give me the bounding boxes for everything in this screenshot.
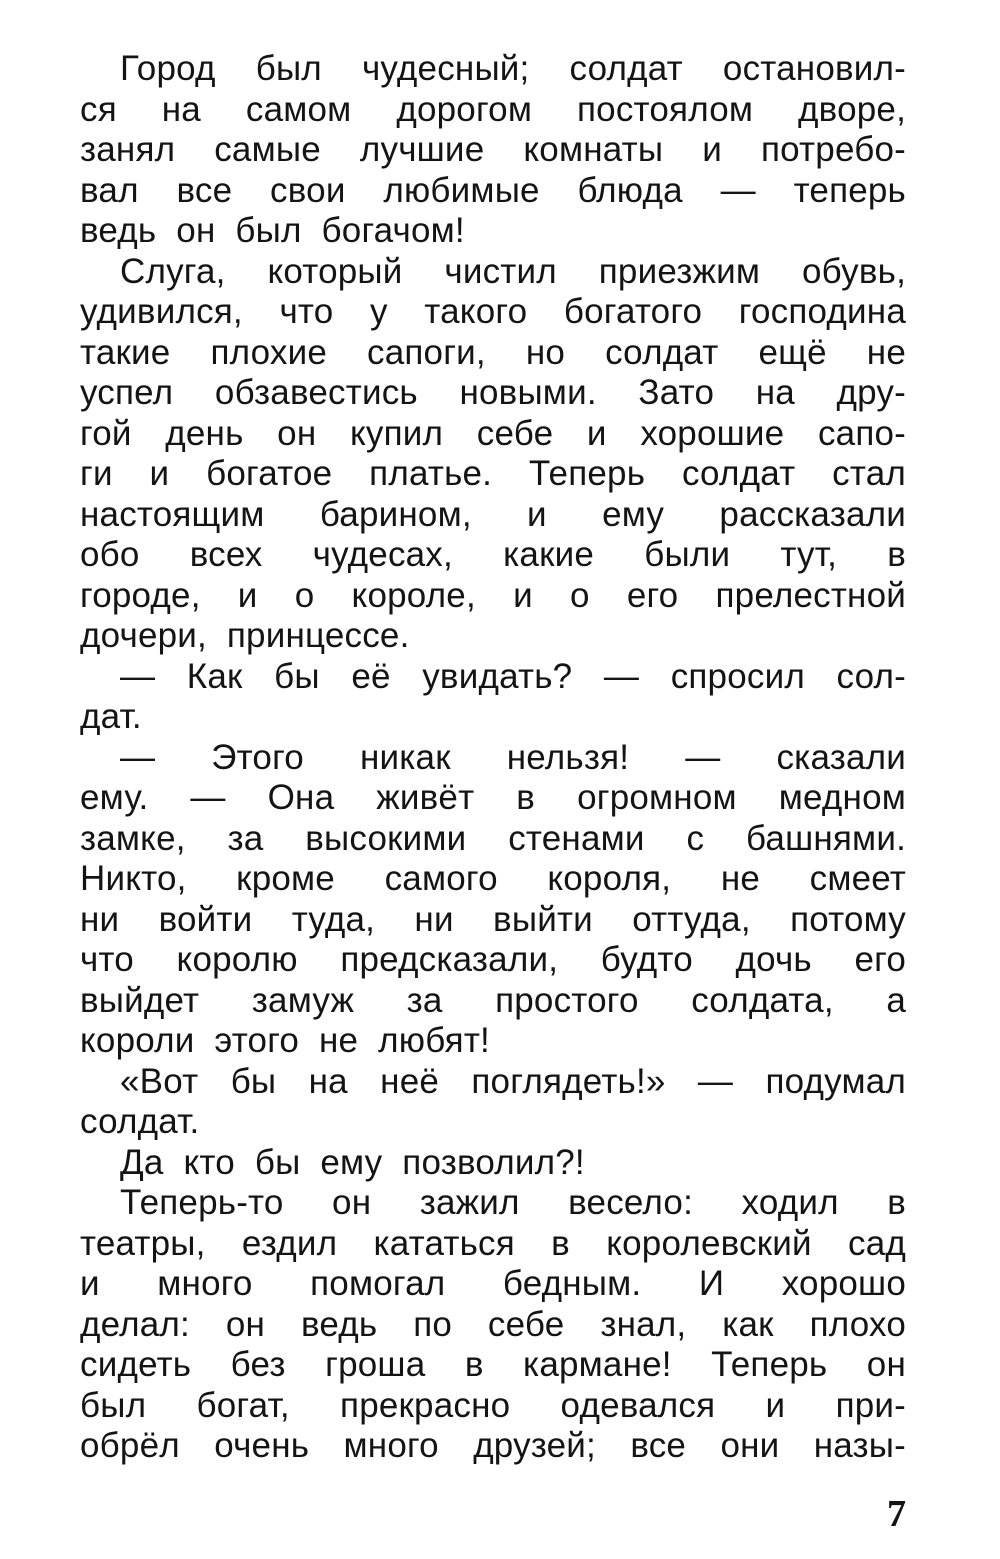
text-line: театры, ездил кататься в королевский сад — [80, 1223, 906, 1263]
text-line: — Этого никак нельзя! — сказали — [120, 737, 906, 777]
paragraph — [80, 1143, 906, 1184]
text-line: обрёл очень много друзей; все они назы- — [80, 1426, 906, 1465]
text-line: успел обзавестись новыми. Зато на дру- — [80, 373, 906, 412]
text-line: Город был чудесный; солдат остановил- — [120, 49, 906, 88]
text-line: дочери, принцессе. — [80, 616, 410, 655]
text-line: выйдет замуж за простого солдата, а — [80, 980, 906, 1020]
body-text — [80, 49, 906, 1467]
text-line: удивился, что у такого богатого господина — [80, 292, 906, 331]
text-line: Теперь-то он зажил весело: ходил в — [120, 1183, 906, 1222]
page-number: 7 — [887, 1493, 906, 1535]
text-line: городе, и о короле, и о его прелестной — [80, 575, 906, 615]
text-line: дат. — [80, 697, 142, 736]
text-line: короли этого не любят! — [80, 1021, 490, 1060]
paragraph — [80, 1183, 906, 1467]
text-line: ги и богатое платье. Теперь солдат стал — [80, 454, 906, 493]
paragraph — [80, 252, 906, 657]
text-line: Слуга, который чистил приезжим обувь, — [120, 251, 906, 291]
text-line: гой день он купил себе и хорошие сапо- — [80, 413, 906, 453]
paragraph — [80, 738, 906, 1062]
text-line: такие плохие сапоги, но солдат ещё не — [80, 332, 906, 372]
text-line: «Вот бы на неё поглядеть!» — подумал — [120, 1061, 906, 1101]
text-line: солдат. — [80, 1102, 200, 1141]
text-line: занял самые лучшие комнаты и потребо- — [80, 130, 906, 169]
text-line: замке, за высокими стенами с башнями. — [80, 818, 906, 858]
text-line: Никто, кроме самого короля, не смеет — [80, 859, 906, 898]
text-line: ему. — Она живёт в огромном медном — [80, 778, 906, 817]
paragraph — [80, 49, 906, 252]
text-line: Да кто бы ему позволил?! — [120, 1142, 585, 1182]
text-line: и много помогал бедным. И хорошо — [80, 1264, 906, 1303]
text-line: обо всех чудесах, какие были тут, в — [80, 535, 906, 574]
text-line: сидеть без гроша в кармане! Теперь он — [80, 1345, 906, 1384]
text-line: ведь он был богачом! — [80, 211, 465, 250]
text-line: — Как бы её увидать? — спросил сол- — [120, 656, 906, 696]
text-line: ся на самом дорогом постоялом дворе, — [80, 89, 906, 129]
paragraph — [80, 657, 906, 738]
text-line: был богат, прекрасно одевался и при- — [80, 1385, 906, 1425]
text-line: делал: он ведь по себе знал, как плохо — [80, 1304, 906, 1344]
paragraph — [80, 1062, 906, 1143]
text-line: настоящим барином, и ему рассказали — [80, 494, 906, 534]
text-line: ни войти туда, ни выйти оттуда, потому — [80, 899, 906, 939]
text-line: вал все свои любимые блюда — теперь — [80, 170, 906, 210]
text-line: что королю предсказали, будто дочь его — [80, 940, 906, 979]
